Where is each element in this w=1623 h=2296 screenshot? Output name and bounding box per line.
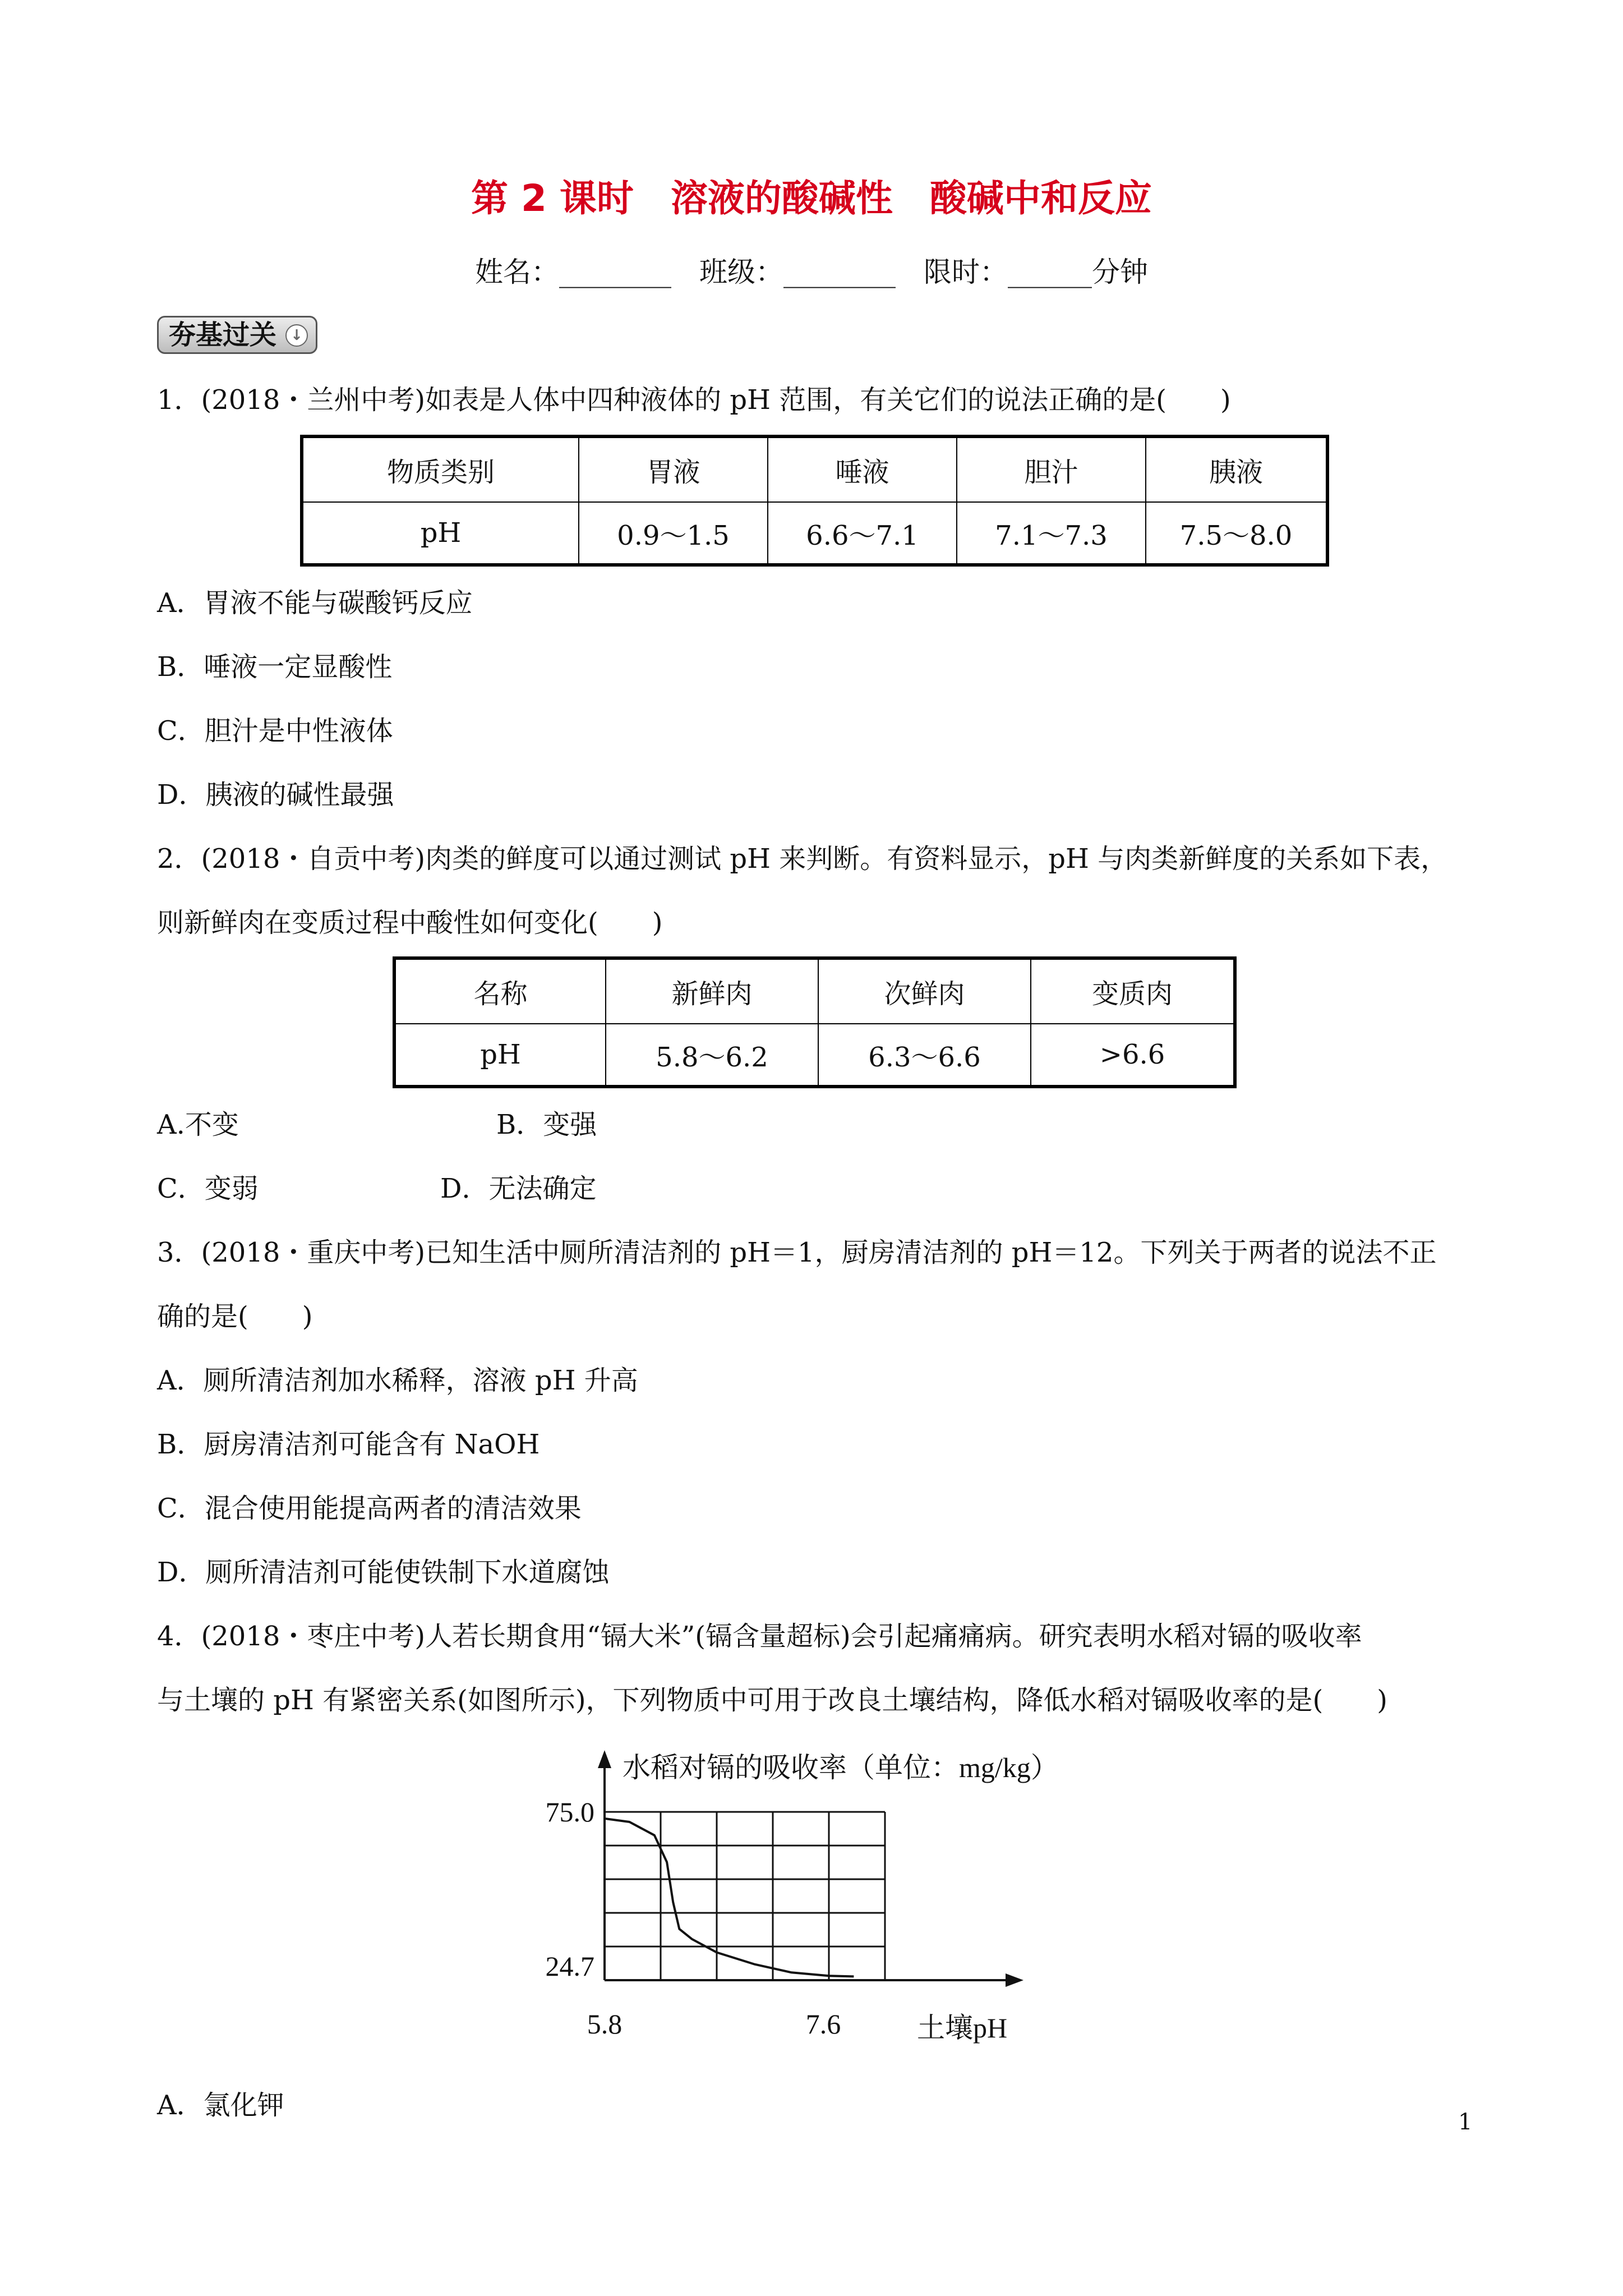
page-number: 1 [1458,2109,1473,2135]
table-cell: 5.8～6.2 [606,1024,818,1087]
q3-option-d: D．厕所清洁剂可能使铁制下水道腐蚀 [157,1557,610,1588]
table-cell: 唾液 [768,436,957,502]
table-cell: 胰液 [1146,436,1327,502]
y-axis-arrow [598,1750,611,1768]
q3-option-a: A．厕所清洁剂加水稀释，溶液 pH 升高 [157,1365,638,1396]
page-title: 第 2 课时 溶液的酸碱性 酸碱中和反应 [471,177,1152,220]
student-info-line: 姓名：________ 班级：________ 限时：______分钟 [475,256,1148,288]
table-cell: 6.3～6.6 [818,1024,1031,1087]
q2-meat-ph-table [393,956,1237,1088]
q2-option-d: D．无法确定 [440,1173,597,1204]
y-tick-label: 24.7 [545,1950,594,1982]
table-cell: 胆汁 [957,436,1146,502]
question-1-stem: 1．(2018・兰州中考)如表是人体中四种液体的 pH 范围，有关它们的说法正确的是( ) [157,384,1231,416]
chart-series [605,1819,854,1977]
table-cell: 0.9～1.5 [579,502,768,565]
question-4-stem-line-1: 4．(2018・枣庄中考)人若长期食用“镉大米”(镉含量超标)会引起痛痛病。研究表明水稻对镉的吸收率 [157,1621,1362,1652]
table-cell: 次鲜肉 [818,958,1031,1024]
q1-option-c: C．胆汁是中性液体 [157,715,393,747]
q3-option-b: B．厨房清洁剂可能含有 NaOH [157,1429,540,1460]
chart-axes [598,1750,1023,1987]
question-4-stem-line-2: 与土壤的 pH 有紧密关系(如图所示)，下列物质中可用于改良土壤结构，降低水稻对镉吸收率的是( ) [157,1685,1388,1716]
section-label: 夯基过关 [169,319,277,351]
q1-option-b: B．唾液一定显酸性 [157,651,393,683]
down-arrow-icon: ↓ [285,324,308,347]
table-cell: 7.1～7.3 [957,502,1146,565]
table-cell: 6.6～7.1 [768,502,957,565]
table-cell: 名称 [394,958,606,1024]
x-axis-label: 土壤pH [917,2012,1008,2044]
series-line [605,1819,854,1977]
y-axis-label: 水稻对镉的吸收率（单位：mg/kg） [623,1752,1059,1783]
q4-option-a: A．氯化钾 [157,2090,284,2121]
table-cell: 变质肉 [1031,958,1235,1024]
q2-option-c: C．变弱 [157,1173,259,1204]
chart-grid [605,1812,885,1980]
table-cell: pH [302,502,579,565]
table-cell: >6.6 [1031,1024,1235,1087]
x-tick-label: 5.8 [587,2008,623,2040]
table-cell: pH [394,1024,606,1087]
question-3-stem-line-2: 确的是( ) [157,1301,313,1332]
x-axis-arrow [1006,1973,1023,1987]
q3-option-c: C．混合使用能提高两者的清洁效果 [157,1493,582,1524]
q1-option-d: D．胰液的碱性最强 [157,779,394,811]
q1-ph-table [300,435,1329,567]
question-3-stem-line-1: 3．(2018・重庆中考)已知生活中厕所清洁剂的 pH＝1，厨房清洁剂的 pH＝12。下列关于两者的说法不正 [157,1237,1437,1268]
q2-option-b: B．变强 [496,1109,597,1140]
question-2-stem-line-2: 则新鲜肉在变质过程中酸性如何变化( ) [157,907,663,938]
question-2-stem-line-1: 2．(2018・自贡中考)肉类的鲜度可以通过测试 pH 来判断。有资料显示，pH 与肉类新鲜度的关系如下表， [157,843,1448,875]
q2-option-a: A.不变 [157,1109,239,1140]
x-tick-label: 7.6 [805,2008,841,2040]
q1-option-a: A．胃液不能与碳酸钙反应 [157,587,473,619]
section-badge [157,316,317,354]
table-cell: 胃液 [579,436,768,502]
chart-labels [546,1752,1059,2044]
y-tick-label: 75.0 [545,1796,594,1828]
table-cell: 7.5～8.0 [1146,502,1327,565]
table-cell: 物质类别 [302,436,579,502]
table-cell: 新鲜肉 [606,958,818,1024]
